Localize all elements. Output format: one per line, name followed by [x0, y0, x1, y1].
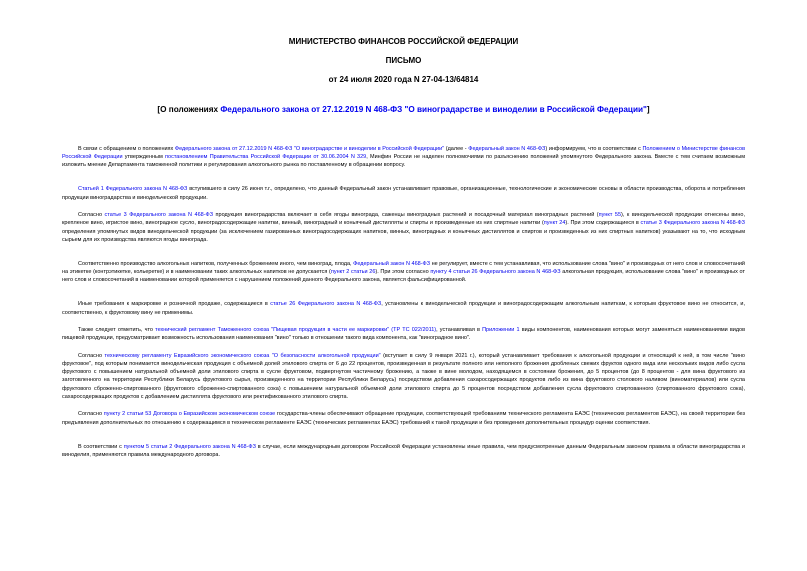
paragraph-3: [62, 211, 745, 244]
paragraph-text: определения упомянутых видов винодельческой продукции (за исключением газированных виноградосодержащих напитков, винных, виноградных и коньячных дистиллятов и спиртов и произведенных из них спиртных напитков) указывают на то, что исходным сырьем для их производства являются ягоды винограда.: [62, 228, 745, 243]
ministry-title: МИНИСТЕРСТВО ФИНАНСОВ РОССИЙСКОЙ ФЕДЕРАЦИИ: [288, 37, 519, 46]
paragraph-text: не регулирует, вместе с тем устанавливая, что использование слова "вино" и производных от него слов и словосочетаний на этикетке (контрэтикетке, кольеретке) и в наименовании таких алкогольных напитков не допускается (: [62, 260, 746, 276]
paragraph-2: [62, 185, 745, 201]
document-body: [62, 145, 745, 459]
paragraph-text: (вступает в силу 9 января 2021 г.), который устанавливает требования к алкогольной продукции и относящий к ней, в том числе "вино фруктовое", под которым понимается винодельческая продукция с объемной долей этилового спирта от 6 до 22 процентов, произведенная в результате полного или неполного брожения дробленых свежих фруктов одного вида или нескольких видов либо сусла фруктового с повышением натуральной объемной доли этилового спирта в сусле фруктовом, подвергнутом частичному брожению, а также в вине молодом, находящемся в состоянии брожения, до 5 процентов (до 8 процентов - для вина фруктового из заготовленного на территории Республики Беларусь фруктового сырья, произведенного на территории Республики Беларусь) посредством добавления сахаросодержащих продуктов либо из вина фруктового столового наливом (виноматериалов) или сусла фруктового сброженно-спиртованного (фруктового сброженно-спиртованного сока) с повышением натуральной объемной доли этилового спирта до 5 процентов посредством добавления сусла фруктового спиртованного (спиртованного фруктового сока), сахаросодержащих продуктов с добавлением дистиллята фруктового или ректификованного этилового спирта.: [62, 353, 745, 400]
paragraph-5: [62, 300, 745, 316]
document-subject: [62, 104, 745, 115]
law-reference-link[interactable]: Федеральный закон N 468-ФЗ: [468, 146, 546, 152]
paragraph-text: Также следует отметить, что: [78, 327, 156, 334]
subject-open: [О положениях: [157, 105, 221, 114]
paragraph-text: алкогольная продукция, использование слова "вино" и производных от него слов и словосочетаний в наименовании которой применяется с нарушением положений данного Федерального закона, является фальсифицированной.: [62, 269, 745, 284]
paragraph-text: Соответственно производство алкогольных напитков, полученных брожением иного, чем виноград, плода,: [78, 260, 354, 267]
law-reference-link[interactable]: технический регламент Таможенного союза "Пищевая продукция в части ее маркировки" (ТР ТС 022/2011): [155, 327, 437, 334]
law-reference-link[interactable]: Положением о Министерстве финансов Российской Федерации: [62, 146, 745, 161]
paragraph-text: (далее -: [444, 146, 469, 152]
law-reference-link[interactable]: техническому регламенту Евразийского экономического союза "О безопасности алкогольной продукции": [104, 353, 381, 359]
law-reference-link[interactable]: статье 3 Федерального закона N 468-ФЗ: [104, 212, 214, 219]
law-reference-link[interactable]: пункту 2 статьи 53 Договора о Евразийском экономическом союзе: [103, 411, 276, 418]
paragraph-text: продукция виноградарства включает в себя ягоды винограда, саженцы виноградных растений и посадочный материал виноградных растений (: [213, 212, 599, 219]
paragraph-text: , устанавливая в: [436, 327, 483, 334]
law-reference-link[interactable]: пункт 24: [543, 220, 566, 227]
law-reference-link[interactable]: постановлением Правительства Российской Федерации от 30.06.2004 N 329: [165, 154, 367, 161]
paragraph-6: [62, 326, 745, 342]
paragraph-text: ), к винодельческой продукции отнесены вино, крепленое вино, игристое вино, виноградное сусло, виноградосодержащие напитки, винный, виноградный и коньячный дистилляты и спирты и произведенные из них спиртные напитки (: [62, 212, 745, 227]
paragraph-text: Согласно: [78, 353, 105, 359]
paragraph-4: [62, 260, 745, 284]
law-reference-link[interactable]: Федерального закона от 27.12.2019 N 468-ФЗ "О виноградарстве и виноделии в Российской Федерации": [174, 146, 445, 152]
subject-law-link[interactable]: Федерального закона от 27.12.2019 N 468-ФЗ "О виноградарстве и виноделии в Российской Федерации": [220, 105, 647, 114]
law-reference-link[interactable]: Статьей 1 Федерального закона N 468-ФЗ: [78, 186, 188, 193]
law-reference-link[interactable]: пункту 4 статьи 26 Федерального закона N 468-ФЗ: [430, 269, 561, 276]
paragraph-text: Согласно: [78, 411, 104, 418]
paragraph-text: ). При этом содержащиеся в: [565, 220, 641, 227]
paragraph-text: В связи с обращением о положениях: [78, 146, 175, 152]
paragraph-8: [62, 410, 745, 426]
law-reference-link[interactable]: пунктом 5 статьи 2 Федерального закона N 468-ФЗ: [123, 443, 256, 450]
law-reference-link[interactable]: пункт 55: [598, 212, 622, 219]
paragraph-1: [62, 145, 745, 169]
paragraph-text: в случае, если международным договором Российской Федерации установлены иные правила, чем предусмотренные данным Федеральным законом правила в области виноградарства и виноделия, применяются правила международного договора.: [62, 443, 746, 458]
law-reference-link[interactable]: Приложении 1: [482, 327, 520, 334]
paragraph-7: [62, 352, 745, 401]
law-reference-link[interactable]: статье 3 Федерального закона N 468-ФЗ: [640, 220, 746, 227]
document-type: ПИСЬМО: [385, 56, 422, 65]
paragraph-text: , Минфин России не наделен полномочиями по разъяснению положений упомянутого Федерального закона. Вместе с тем считаем возможным изложить мнение Департамента таможенной политики и регулирования алкогольного рынка по поставленному в обращении вопросу.: [62, 154, 746, 169]
paragraph-text: вступившего в силу 26 июня т.г., определено, что данный Федеральный закон устанавливает правовые, организационные, технологические и экономические основы в области производства, оборота и потребления продукции виноградарства и винодельческой продукции.: [62, 186, 746, 201]
paragraph-text: виды компонентов, наименования которых могут заменяться наименованиями видов пищевой продукции, предусматривает возможность использования наименования "вино" только в отношении такого вида компонента, как "виноградное вино".: [62, 327, 746, 342]
paragraph-text: В соответствии с: [78, 443, 124, 450]
subject-close: ]: [646, 105, 650, 114]
paragraph-text: , установлены к винодельческой продукции и виноградосодержащим алкогольным напиткам, к которым фруктовое вино не относится, и, соответственно, к фруктовому вину не применимы.: [62, 301, 745, 316]
paragraph-text: государства-члены обеспечивают обращение продукции, соответствующей требованиям технического регламента ЕАЭС (технических регламентов ЕАЭС), на своей территории без предъявления дополнительных по отношению к содержащимся в техническом регламенте ЕАЭС (технических регламентах ЕАЭС) требований к такой продукции и без проведения дополнительных процедур оценки соответствия.: [62, 411, 745, 426]
paragraph-text: ). При этом согласно: [375, 269, 431, 276]
paragraph-text: Иные требования к маркировке и розничной продаже, содержащиеся в: [78, 301, 271, 308]
law-reference-link[interactable]: пункт 2 статьи 26: [330, 269, 376, 276]
paragraph-text: Согласно: [78, 212, 105, 219]
paragraph-text: ) информируем, что в соответствии с: [545, 146, 643, 152]
document-date-number: от 24 июля 2020 года N 27-04-13/64814: [328, 75, 479, 84]
law-reference-link[interactable]: статье 26 Федерального закона N 468-ФЗ: [270, 301, 382, 308]
paragraph-9: [62, 443, 745, 459]
law-reference-link[interactable]: Федеральный закон N 468-ФЗ: [353, 260, 431, 267]
paragraph-text: утвержденным: [122, 154, 166, 161]
